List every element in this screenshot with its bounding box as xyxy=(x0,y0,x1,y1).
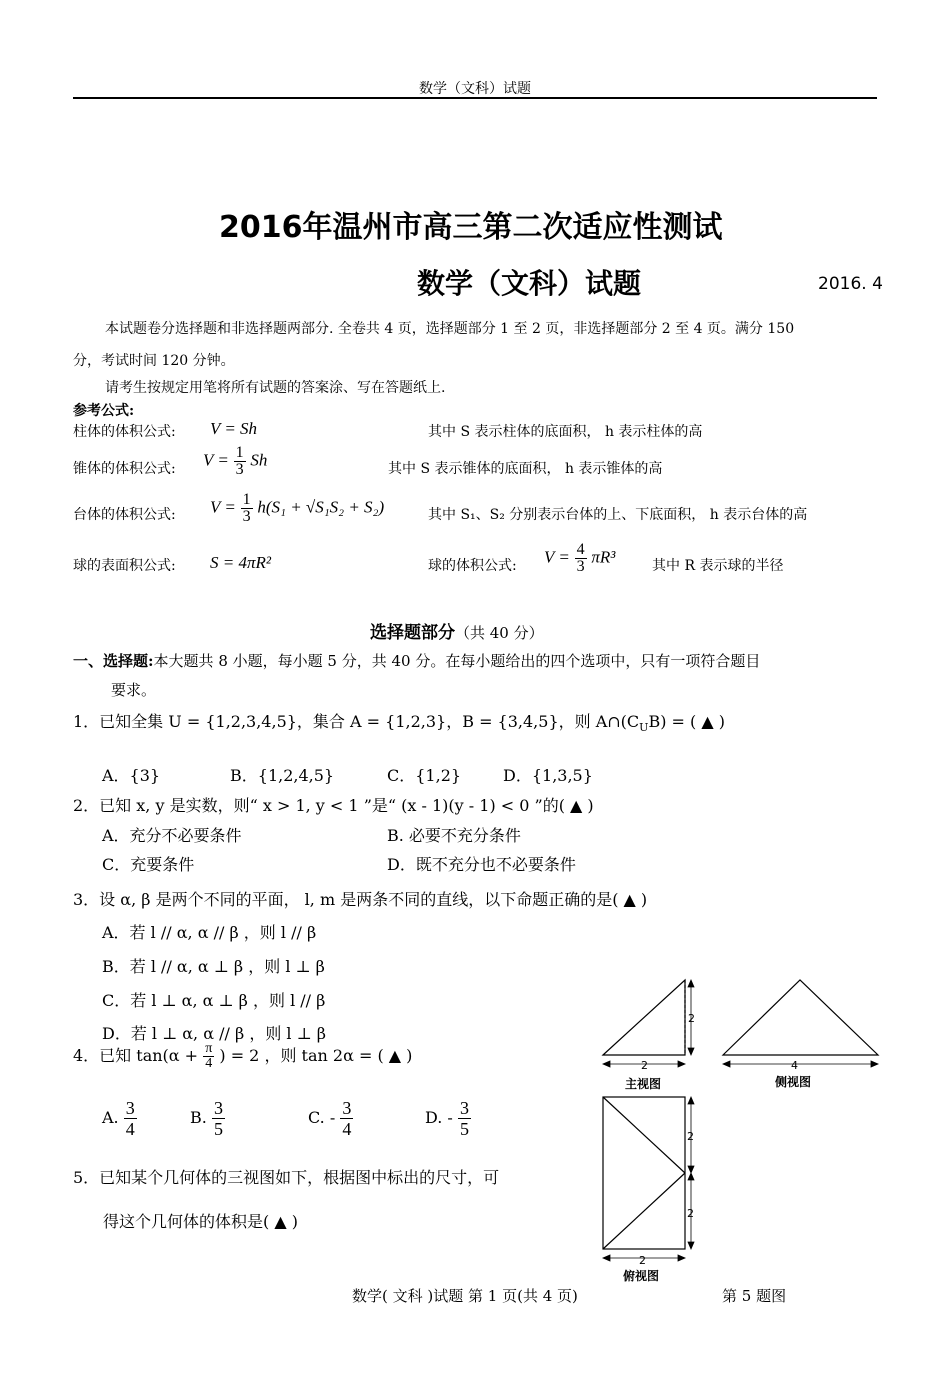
q4-pre: 4．已知 tan(α + xyxy=(73,1046,199,1065)
q1-option-c: C．{1,2} xyxy=(387,766,462,785)
question-3: 3．设 α, β 是两个不同的平面， l, m 是两条不同的直线，以下命题正确的是( ▲ ) xyxy=(73,890,648,909)
sphere-vol-label: 球的体积公式: xyxy=(428,558,517,574)
figure-caption: 第 5 题图 xyxy=(722,1287,787,1305)
q4-fraction xyxy=(203,1042,214,1071)
page-footer: 数学( 文科 )试题 第 1 页(共 4 页) xyxy=(352,1287,578,1305)
q1-subscript: U xyxy=(639,721,649,735)
exam-title: 2016年温州市高三第二次适应性测试 xyxy=(219,210,723,245)
q3-option-c: C．若 l ⊥ α, α ⊥ β ，则 l // β xyxy=(102,991,326,1010)
sphere-vol-pre: V = xyxy=(544,547,570,567)
q4-d-num: 3 xyxy=(459,1098,469,1118)
top-h2-label: 2 xyxy=(687,1207,694,1220)
q4-a-fraction xyxy=(124,1098,137,1139)
exam-date: 2016. 4 xyxy=(818,274,883,294)
q1-option-a: A．{3} xyxy=(102,766,161,785)
q4-post: ) = 2 ，则 tan 2α = ( ▲ ) xyxy=(219,1046,413,1065)
q3-option-d: D．若 l ⊥ α, α // β ，则 l ⊥ β xyxy=(102,1024,326,1043)
top-view xyxy=(603,1097,685,1249)
q4-c-label: C. - xyxy=(308,1108,336,1127)
cone-formula xyxy=(203,445,267,478)
q4-option-a xyxy=(102,1098,137,1139)
q2-option-b: B. 必要不充分条件 xyxy=(387,826,521,845)
frustum-numerator: 1 xyxy=(242,491,251,508)
intro-line-2: 分，考试时间 120 分钟。 xyxy=(73,353,235,369)
sphere-vol-formula xyxy=(544,542,615,575)
sphere-vol-denominator: 3 xyxy=(576,558,585,575)
frustum-denominator: 3 xyxy=(242,508,251,525)
side-view-dims xyxy=(723,1061,878,1067)
q3-option-b: B．若 l // α, α ⊥ β ，则 l ⊥ β xyxy=(102,957,325,976)
sphere-area-formula: S = 4πR² xyxy=(210,553,271,572)
q4-c-den: 4 xyxy=(342,1119,352,1139)
sphere-vol-numerator: 4 xyxy=(576,541,585,558)
q4-b-num: 3 xyxy=(213,1098,223,1118)
q4-option-c xyxy=(308,1098,353,1139)
frustum-formula-post: h(S₁ + √S₁S₂ + S₂) xyxy=(257,497,385,517)
part1-heading xyxy=(73,650,760,671)
side-width-label: 4 xyxy=(791,1059,798,1072)
intro-line-1: 本试题卷分选择题和非选择题两部分. 全卷共 4 页，选择题部分 1 至 2 页，非选择题部分 2 至 4 页。满分 150 xyxy=(105,321,795,337)
front-view xyxy=(603,980,685,1055)
front-view-label: 主视图 xyxy=(625,1077,662,1091)
q4-a-num: 3 xyxy=(125,1098,135,1118)
intro-line-3: 请考生按规定用笔将所有试题的答案涂、写在答题纸上. xyxy=(105,380,446,396)
q1-tail: B) = ( ▲ ) xyxy=(648,712,725,731)
q1-option-b: B．{1,2,4,5} xyxy=(230,766,335,785)
top-width-label: 2 xyxy=(639,1254,646,1267)
prism-note: 其中 S 表示柱体的底面积， h 表示柱体的高 xyxy=(428,424,703,440)
q4-d-label: D. - xyxy=(425,1108,453,1127)
prism-label: 柱体的体积公式: xyxy=(73,424,176,440)
q4-d-den: 5 xyxy=(459,1119,469,1139)
front-width-label: 2 xyxy=(641,1059,648,1072)
running-header: 数学（文科）试题 xyxy=(419,81,531,97)
q4-c-fraction xyxy=(340,1098,353,1139)
question-2: 2．已知 x, y 是实数，则“ x > 1, y < 1 ”是“ (x - 1)(y - 1) < 0 ”的( ▲ ) xyxy=(73,796,594,815)
formulas-heading: 参考公式: xyxy=(73,403,135,419)
three-view-figure xyxy=(595,975,885,1295)
q2-option-d: D．既不充分也不必要条件 xyxy=(387,855,576,874)
q4-a-den: 4 xyxy=(125,1119,135,1139)
q4-denominator: 4 xyxy=(205,1056,213,1071)
section-title: 选择题部分 xyxy=(370,623,455,643)
q4-numerator: π xyxy=(205,1041,213,1056)
q4-a-label: A. xyxy=(102,1108,119,1127)
sphere-note: 其中 R 表示球的半径 xyxy=(652,558,784,574)
front-view-dims xyxy=(603,980,694,1067)
q3-option-a: A．若 l // α, α // β ，则 l // β xyxy=(102,923,317,942)
frustum-note: 其中 S₁、S₂ 分别表示台体的上、下底面积， h 表示台体的高 xyxy=(428,507,808,523)
question-4 xyxy=(73,1042,412,1071)
question-5-line-2: 得这个几何体的体积是( ▲ ) xyxy=(103,1212,298,1231)
cone-denominator: 3 xyxy=(235,461,244,478)
cone-formula-post: Sh xyxy=(250,450,268,470)
question-5-line-1: 5．已知某个几何体的三视图如下，根据图中标出的尺寸，可 xyxy=(73,1168,500,1187)
front-height-label: 2 xyxy=(688,1012,695,1025)
cone-label: 锥体的体积公式: xyxy=(73,461,176,477)
q4-d-fraction xyxy=(458,1098,471,1139)
q4-b-den: 5 xyxy=(213,1119,223,1139)
cone-fraction xyxy=(234,445,246,478)
frustum-formula xyxy=(210,492,384,525)
q4-b-fraction xyxy=(212,1098,225,1139)
top-view-label: 俯视图 xyxy=(623,1269,660,1283)
part1-text: 本大题共 8 小题，每小题 5 分，共 40 分。在每小题给出的四个选项中，只有一项符合题目 xyxy=(153,652,761,670)
q1-text: 1．已知全集 U = {1,2,3,4,5}，集合 A = {1,2,3}，B = {3,4,5}，则 A∩(C xyxy=(73,712,640,731)
cone-numerator: 1 xyxy=(235,444,244,461)
q4-option-b xyxy=(190,1098,225,1139)
question-1 xyxy=(73,709,725,734)
q4-b-label: B. xyxy=(190,1108,207,1127)
exam-subtitle: 数学（文科）试题 xyxy=(417,267,642,300)
part1-label: 一、选择题: xyxy=(73,652,154,670)
sphere-vol-fraction xyxy=(575,542,587,575)
section-heading xyxy=(370,618,544,643)
cone-formula-pre: V = xyxy=(203,450,229,470)
q2-option-a: A．充分不必要条件 xyxy=(102,826,242,845)
side-view xyxy=(723,980,878,1055)
prism-formula: V = Sh xyxy=(210,419,258,438)
q4-option-d xyxy=(425,1098,471,1139)
sphere-vol-post: πR³ xyxy=(591,547,616,567)
q4-c-num: 3 xyxy=(342,1098,352,1118)
part1-text-2: 要求。 xyxy=(111,681,157,699)
frustum-label: 台体的体积公式: xyxy=(73,507,176,523)
side-view-label: 侧视图 xyxy=(775,1075,812,1089)
q2-option-c: C．充要条件 xyxy=(102,855,195,874)
frustum-formula-pre: V = xyxy=(210,497,236,517)
top-h1-label: 2 xyxy=(687,1130,694,1143)
header-rule xyxy=(73,97,877,99)
section-points: （共 40 分） xyxy=(455,624,544,642)
q1-option-d: D．{1,3,5} xyxy=(503,766,593,785)
cone-note: 其中 S 表示锥体的底面积， h 表示锥体的高 xyxy=(388,461,663,477)
frustum-fraction xyxy=(241,492,253,525)
sphere-area-label: 球的表面积公式: xyxy=(73,558,176,574)
